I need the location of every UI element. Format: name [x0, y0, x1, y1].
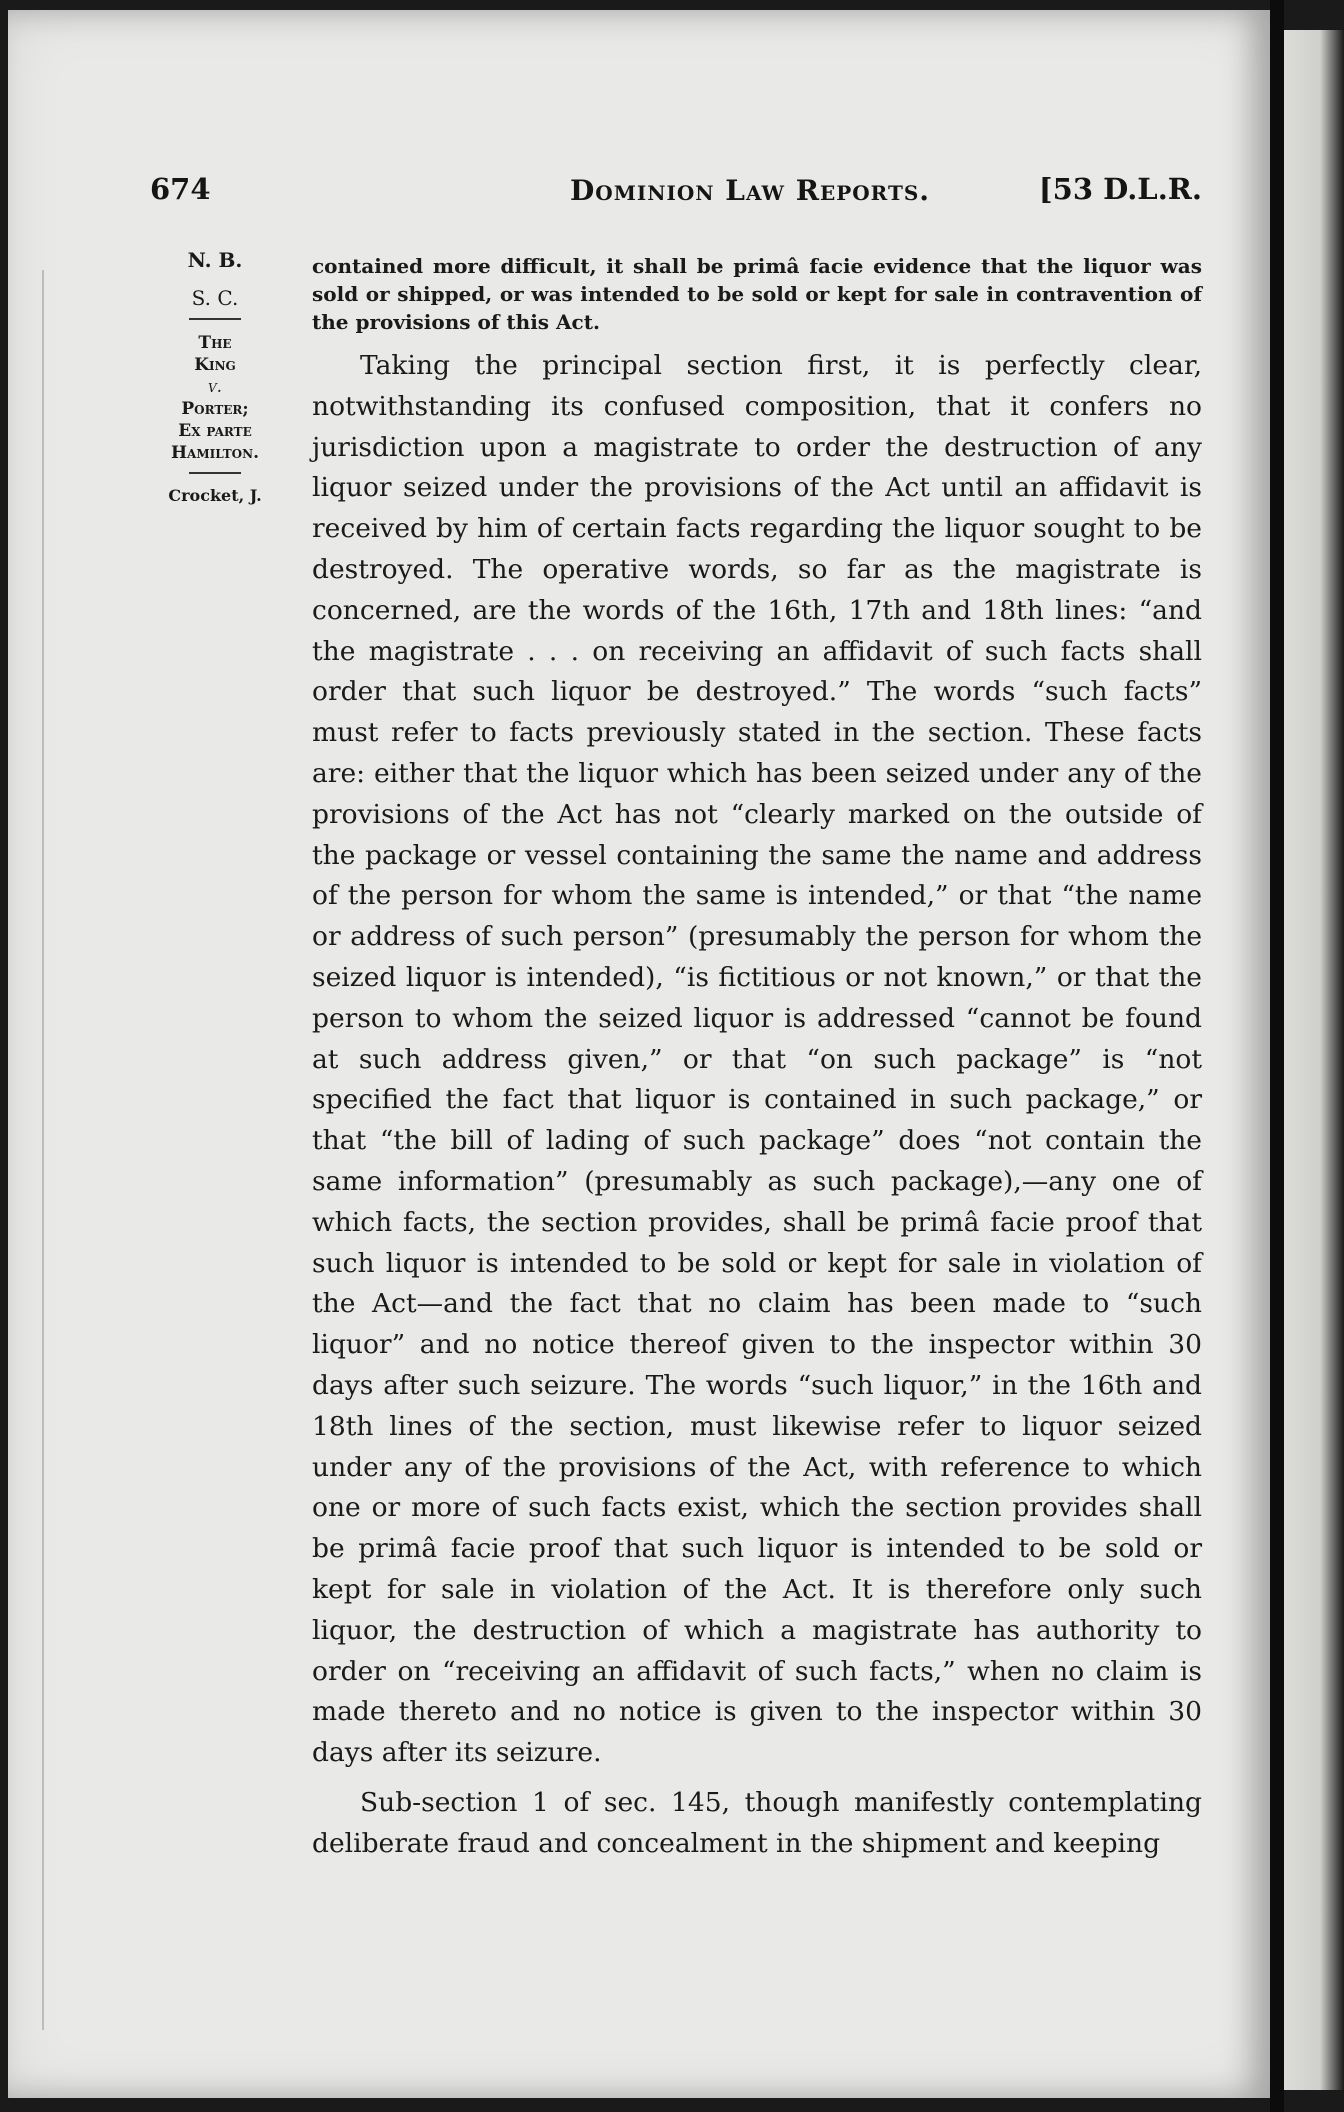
court-name: S. C.	[191, 286, 239, 310]
case-name-line: Porter;	[181, 399, 249, 419]
case-name-line: The	[198, 333, 232, 353]
margin-divider	[189, 318, 241, 320]
paragraph: Sub-section 1 of sec. 145, though manifestly contemplating deliberate fraud and concealment in the shipment and keeping	[312, 1786, 1202, 1859]
volume-reference: [53 D.L.R.	[1038, 172, 1202, 206]
case-name-line: Hamilton.	[171, 443, 259, 463]
page-number: 674	[150, 172, 211, 206]
case-name	[150, 332, 280, 464]
case-name-line: King	[194, 355, 236, 375]
gutter-line	[42, 270, 44, 2030]
margin-notes	[150, 248, 280, 505]
court-province: N. B.	[187, 248, 243, 272]
judge-name: Crocket, J.	[168, 486, 262, 505]
running-title: Dominion Law Reports.	[570, 174, 931, 207]
case-name-line: Ex parte	[178, 421, 252, 441]
margin-divider	[189, 472, 241, 474]
body-text	[312, 252, 1202, 1864]
paragraph: Taking the principal section first, it is perfectly clear, notwithstanding its confused composition, that it confers no jurisdiction upon a magistrate to order the destruction of any liquor seized under the provisions of the Act until an affidavit is received by him of certain facts regarding the liquor sought to be destroyed. The operative words, so far as the magistrate is concerned, are the words of the 16th, 17th and 18th lines: “and the magistrate . . . on receiving an affidavit of such facts shall order that such liquor be destroyed.” The words “such facts” must refer to facts previously stated in the section. These facts are: either that the liquor which has been seized under any of the provisions of the Act has not “clearly marked on the outside of the package or vessel containing the same the name and address of the person for whom the same is intended,” or that “the name or address of such person” (presumably the person for whom the seized liquor is intended), “is fictitious or not known,” or that the person to whom the seized liquor is addressed “cannot be found at such address given,” or that “on such package” is “not specified the fact that liquor is contained in such package,” or that “the bill of lading of such package” does “not contain the same information” (presumably as such package),—any one of which facts, the section provides, shall be primâ facie proof that such liquor is intended to be sold or kept for sale in violation of the Act—and the fact that no claim has been made to “such liquor” and no notice thereof given to the inspector within 30 days after such seizure. The words “such liquor,” in the 16th and 18th lines of the section, must likewise refer to liquor seized under any of the provisions of the Act, with reference to which one or more of such facts exist, which the section provides shall be primâ facie proof that such liquor is intended to be sold or kept for sale in violation of the Act. It is therefore only such liquor, the destruction of which a magistrate has authority to order on “receiving an affidavit of such facts,” when no claim is made thereto and no notice is given to the inspector within 30 days after its seizure.	[312, 350, 1202, 1769]
running-header	[150, 172, 1202, 222]
book-spine	[1270, 0, 1284, 2112]
continued-paragraph: contained more difficult, it shall be primâ facie evidence that the liquor was sold or shipped, or was intended to be sold or kept for sale in contravention of the provisions of this Act.	[312, 254, 1202, 334]
case-versus: v.	[207, 377, 223, 397]
next-page-edge	[1284, 30, 1344, 2090]
